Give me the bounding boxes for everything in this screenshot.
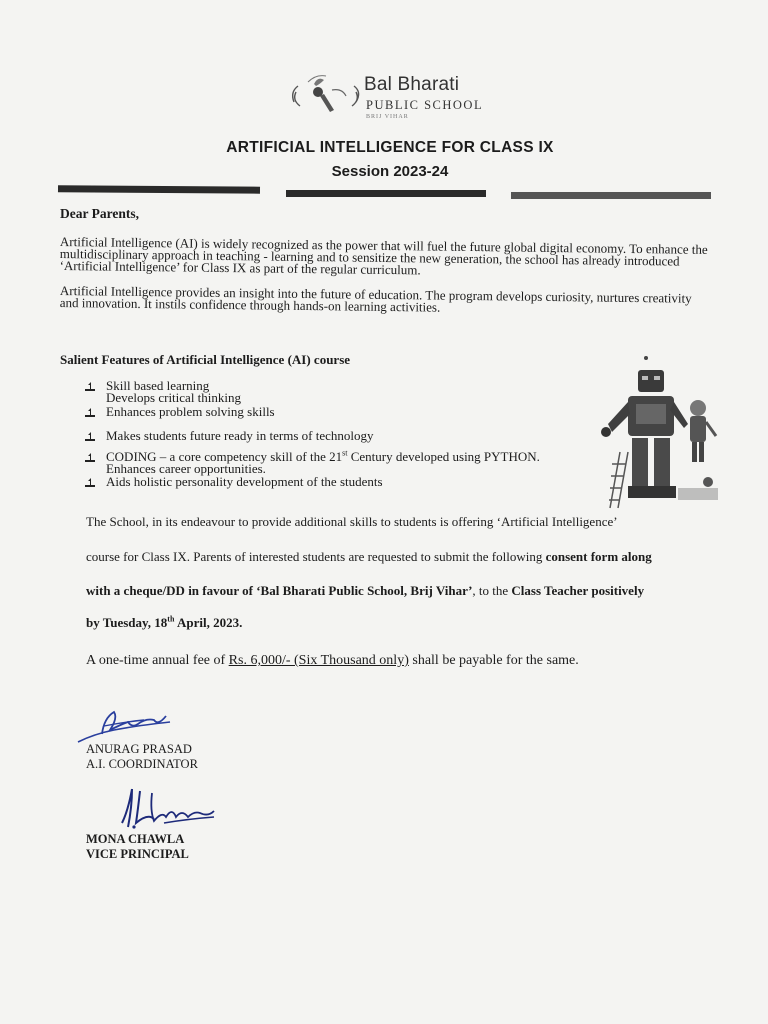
document-title: ARTIFICIAL INTELLIGENCE FOR CLASS IX [226, 139, 554, 156]
robot-illustration-icon [598, 352, 723, 512]
class-teacher-text: Class Teacher positively [511, 583, 645, 598]
session-label: Session 2023-24 [331, 163, 449, 180]
school-logo [286, 70, 496, 128]
intro-paragraph: Artificial Intelligence (AI) is widely recognized as the power that will fuel the future global digital economy. To enhance the multidisciplinary approach in teaching - learning and to sensitize the new generation, the school has already introduced ‘Artificial Intelligence’ for Class IX as part of the regular curriculum. [59, 234, 708, 278]
arrow-bullet-icon [84, 477, 96, 489]
consent-form-text: consent form along [545, 549, 652, 564]
divider-left [58, 185, 260, 193]
cheque-payee-text: with a cheque/DD in favour of ‘Bal Bharati Public School, Brij Vihar’ [86, 583, 473, 598]
notice-text: , to the [472, 583, 512, 598]
coding-text-end: Century developed using PYTHON. [347, 449, 540, 464]
arrow-bullet-icon [84, 452, 96, 464]
signer-designation: A.I. COORDINATOR [86, 757, 198, 771]
arrow-bullet-icon [84, 381, 96, 393]
fee-text-end: shall be payable for the same. [408, 653, 579, 668]
ordinal-suffix: st [342, 448, 348, 458]
notice-line [86, 514, 726, 530]
coordinator-signer [86, 742, 198, 772]
fee-text: A one-time annual fee of [86, 653, 229, 668]
feature-text: Skill based learning [106, 378, 210, 393]
signer-name: ANURAG PRASAD [86, 742, 192, 756]
divider-right [511, 192, 711, 199]
notice-text: The School, in its endeavour to provide additional skills to students is offering [86, 514, 497, 529]
deadline-text-end: April, 2023. [174, 615, 243, 630]
vice-principal-signature-icon [118, 783, 218, 833]
fee-line [86, 653, 579, 669]
school-name: Bal Bharati [364, 74, 460, 95]
fee-amount: Rs. 6,000/- (Six Thousand only) [228, 653, 409, 668]
feature-text: Aids holistic personality development of the students [106, 474, 383, 489]
divider-center [286, 190, 486, 197]
arrow-bullet-icon [84, 407, 96, 419]
signer-designation: VICE PRINCIPAL [86, 847, 189, 861]
notice-line [86, 583, 726, 599]
course-name: ‘Artificial Intelligence’ [496, 514, 618, 529]
notice-text: course for Class IX. Parents of interested students are requested to submit the following [86, 549, 546, 564]
program-paragraph: Artificial Intelligence provides an insight into the future of education. The program develops curiosity, nurtures creativity and innovation. It instils confidence through hands-on learning activities. [59, 283, 692, 315]
notice-line [86, 549, 726, 565]
coordinator-signature-icon [74, 704, 174, 746]
feature-text-continued: Enhances career opportunities. [106, 461, 266, 476]
features-heading: Salient Features of Artificial Intelligence (AI) course [60, 352, 351, 367]
torch-emblem-icon [286, 72, 366, 118]
feature-text: Enhances problem solving skills [106, 404, 275, 419]
signer-name: MONA CHAWLA [86, 832, 185, 846]
feature-text: Makes students future ready in terms of technology [106, 428, 374, 443]
coding-text: CODING – a core competency skill of the 21 [106, 449, 343, 464]
greeting: Dear Parents, [60, 206, 139, 221]
ordinal-suffix: th [167, 614, 175, 624]
school-location: BRIJ VIHAR [366, 114, 409, 120]
arrow-bullet-icon [84, 431, 96, 443]
deadline-line [86, 615, 726, 631]
vice-principal-signer [86, 832, 189, 862]
deadline-text: by Tuesday, 18 [86, 615, 168, 630]
feature-text-continued: Develops critical thinking [106, 390, 242, 405]
school-subtitle: PUBLIC SCHOOL [366, 98, 484, 112]
